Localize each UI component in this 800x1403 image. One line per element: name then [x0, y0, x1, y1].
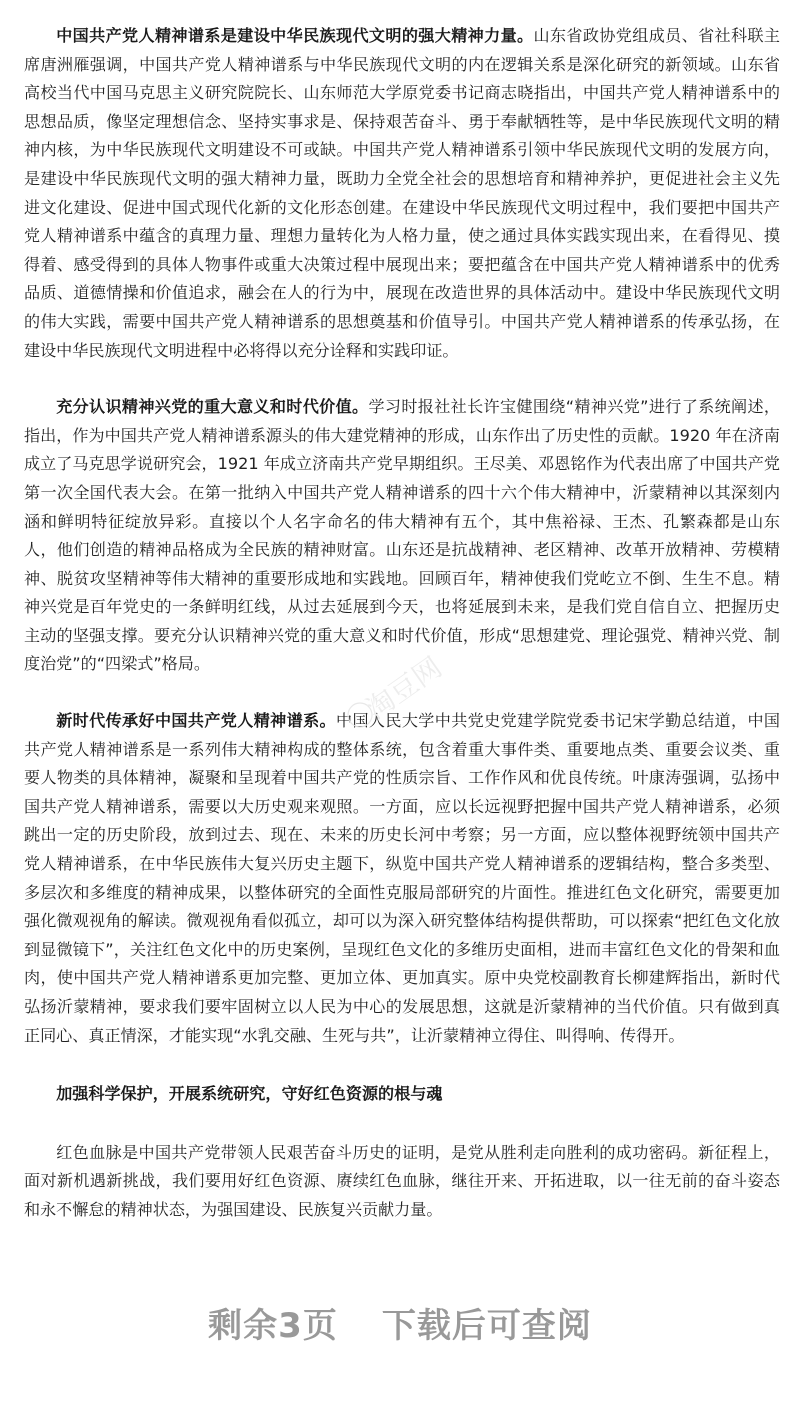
download-to-view-label[interactable]: 下载后可查阅 — [381, 1306, 592, 1346]
document-body — [24, 22, 780, 1225]
remaining-pages-label: 剩余3页 — [208, 1306, 338, 1346]
watermark-text: 淘豆网 — [360, 650, 448, 726]
section-heading — [24, 1080, 780, 1109]
paragraph-3-text: 中国人民大学中共党史党建学院党委书记宋学勤总结道，中国共产党人精神谱系是一系列伟大精神构成的整体系统，包含着重大事件类、重要地点类、重要会议类、重要人物类的具体精神，凝聚和呈现着中国共产党的性质宗旨、工作作风和优良传统。叶康涛强调，弘扬中国共产党人精神谱系，需要以大历史观来观照。一方面，应以长远视野把握中国共产党人精神谱系，必须跳出一定的历史阶段，放到过去、现在、未来的历史长河中考察；另一方面，应以整体视野统领中国共产党人精神谱系，在中华民族伟大复兴历史主题下，纵览中国共产党人精神谱系的逻辑结构，整合多类型、多层次和多维度的精神成果，以整体研究的全面性克服局部研究的片面性。推进红色文化研究，需要更加强化微观视角的解读。微观视角看似孤立，却可以为深入研究整体结构提供帮助，可以探索“把红色文化放到显微镜下”，关注红色文化中的历史案例，呈现红色文化的多维历史面相，进而丰富红色文化的骨架和血肉，使中国共产党人精神谱系更加完整、更加立体、更加真实。原中央党校副教育长柳建辉指出，新时代弘扬沂蒙精神，要求我们要牢固树立以人民为中心的发展思想，这就是沂蒙精神的当代价值。只有做到真正同心、真正情深，才能实现“水乳交融、生死与共”，让沂蒙精神立得住、叫得响、传得开。 — [24, 711, 781, 1045]
paragraph-2 — [24, 393, 780, 679]
paragraph-1-heading: 中国共产党人精神谱系是建设中华民族现代文明的强大精神力量。 — [56, 26, 534, 45]
paragraph-1 — [24, 22, 780, 365]
paragraph-2-text: 学习时报社社长许宝健围绕“精神兴党”进行了系统阐述，指出，作为中国共产党人精神谱系源头的伟大建党精神的形成，山东作出了历史性的贡献。1920 年在济南成立了马克思学说研究会，1921 年成立济南共产党早期组织。王尽美、邓恩铭作为代表出席了中国共产党第一次全国代表大会。在第一批纳入中国共产党人精神谱系的四十六个伟大精神中，沂蒙精神以其深刻内涵和鲜明特征绽放异彩。直接以个人名字命名的伟大精神有五个，其中焦裕禄、王杰、孔繁森都是山东人，他们创造的精神品格成为全民族的精神财富。山东还是抗战精神、老区精神、改革开放精神、劳模精神、脱贫攻坚精神等伟大精神的重要形成地和实践地。回顾百年，精神使我们党屹立不倒、生生不息。精神兴党是百年党史的一条鲜明红线，从过去延展到今天，也将延展到未来，是我们党自信自立、把握历史主动的坚强支撑。要充分认识精神兴党的重大意义和时代价值，形成“思想建党、理论强党、精神兴党、制度治党”的“四梁式”格局。 — [24, 397, 781, 674]
paragraph-3 — [24, 707, 780, 1050]
paragraph-3-heading: 新时代传承好中国共产党人精神谱系。 — [56, 711, 336, 731]
section-heading-text: 加强科学保护，开展系统研究，守好红色资源的根与魂 — [56, 1084, 443, 1104]
paragraph-5-text: 红色血脉是中国共产党带领人民艰苦奋斗历史的证明，是党从胜利走向胜利的成功密码。新征程上，面对新机遇新挑战，我们要用好红色资源、赓续红色血脉，继往开来、开拓进取，以一往无前的奋斗姿态和永不懈怠的精神状态，为强国建设、民族复兴贡献力量。 — [24, 1142, 780, 1219]
paragraph-5 — [24, 1139, 780, 1225]
paragraph-2-heading: 充分认识精神兴党的重大意义和时代价值。 — [56, 397, 369, 417]
paragraph-1-text: 山东省政协党组成员、省社科联主席唐洲雁强调，中国共产党人精神谱系与中华民族现代文明的内在逻辑关系是深化研究的新领域。山东省高校当代中国马克思主义研究院院长、山东师范大学原党委书记商志晓指出，中国共产党人精神谱系中的思想品质，像坚定理想信念、坚持实事求是、保持艰苦奋斗、勇于奉献牺牲等，是中华民族现代文明的精神内核，为中华民族现代文明建设不可或缺。中国共产党人精神谱系引领中华民族现代文明的发展方向，是建设中华民族现代文明的强大精神力量，既助力全党全社会的思想培育和精神养护，更促进社会主义先进文化建设、促进中国式现代化新的文化形态创建。在建设中华民族现代文明过程中，我们要把中国共产党人精神谱系中蕴含的真理力量、理想力量转化为人格力量，使之通过具体实践实现出来，在看得见、摸得着、感受得到的具体人物事件或重大决策过程中展现出来；要把蕴含在中国共产党人精神谱系中的优秀品质、道德情操和价值追求，融会在人的行为中，展现在改造世界的具体活动中。建设中华民族现代文明的伟大实践，需要中国共产党人精神谱系的思想奠基和价值导引。中国共产党人精神谱系的传承弘扬，在建设中华民族现代文明进程中必将得以充分诠释和实践印证。 — [24, 26, 781, 360]
download-notice[interactable] — [0, 1298, 800, 1347]
